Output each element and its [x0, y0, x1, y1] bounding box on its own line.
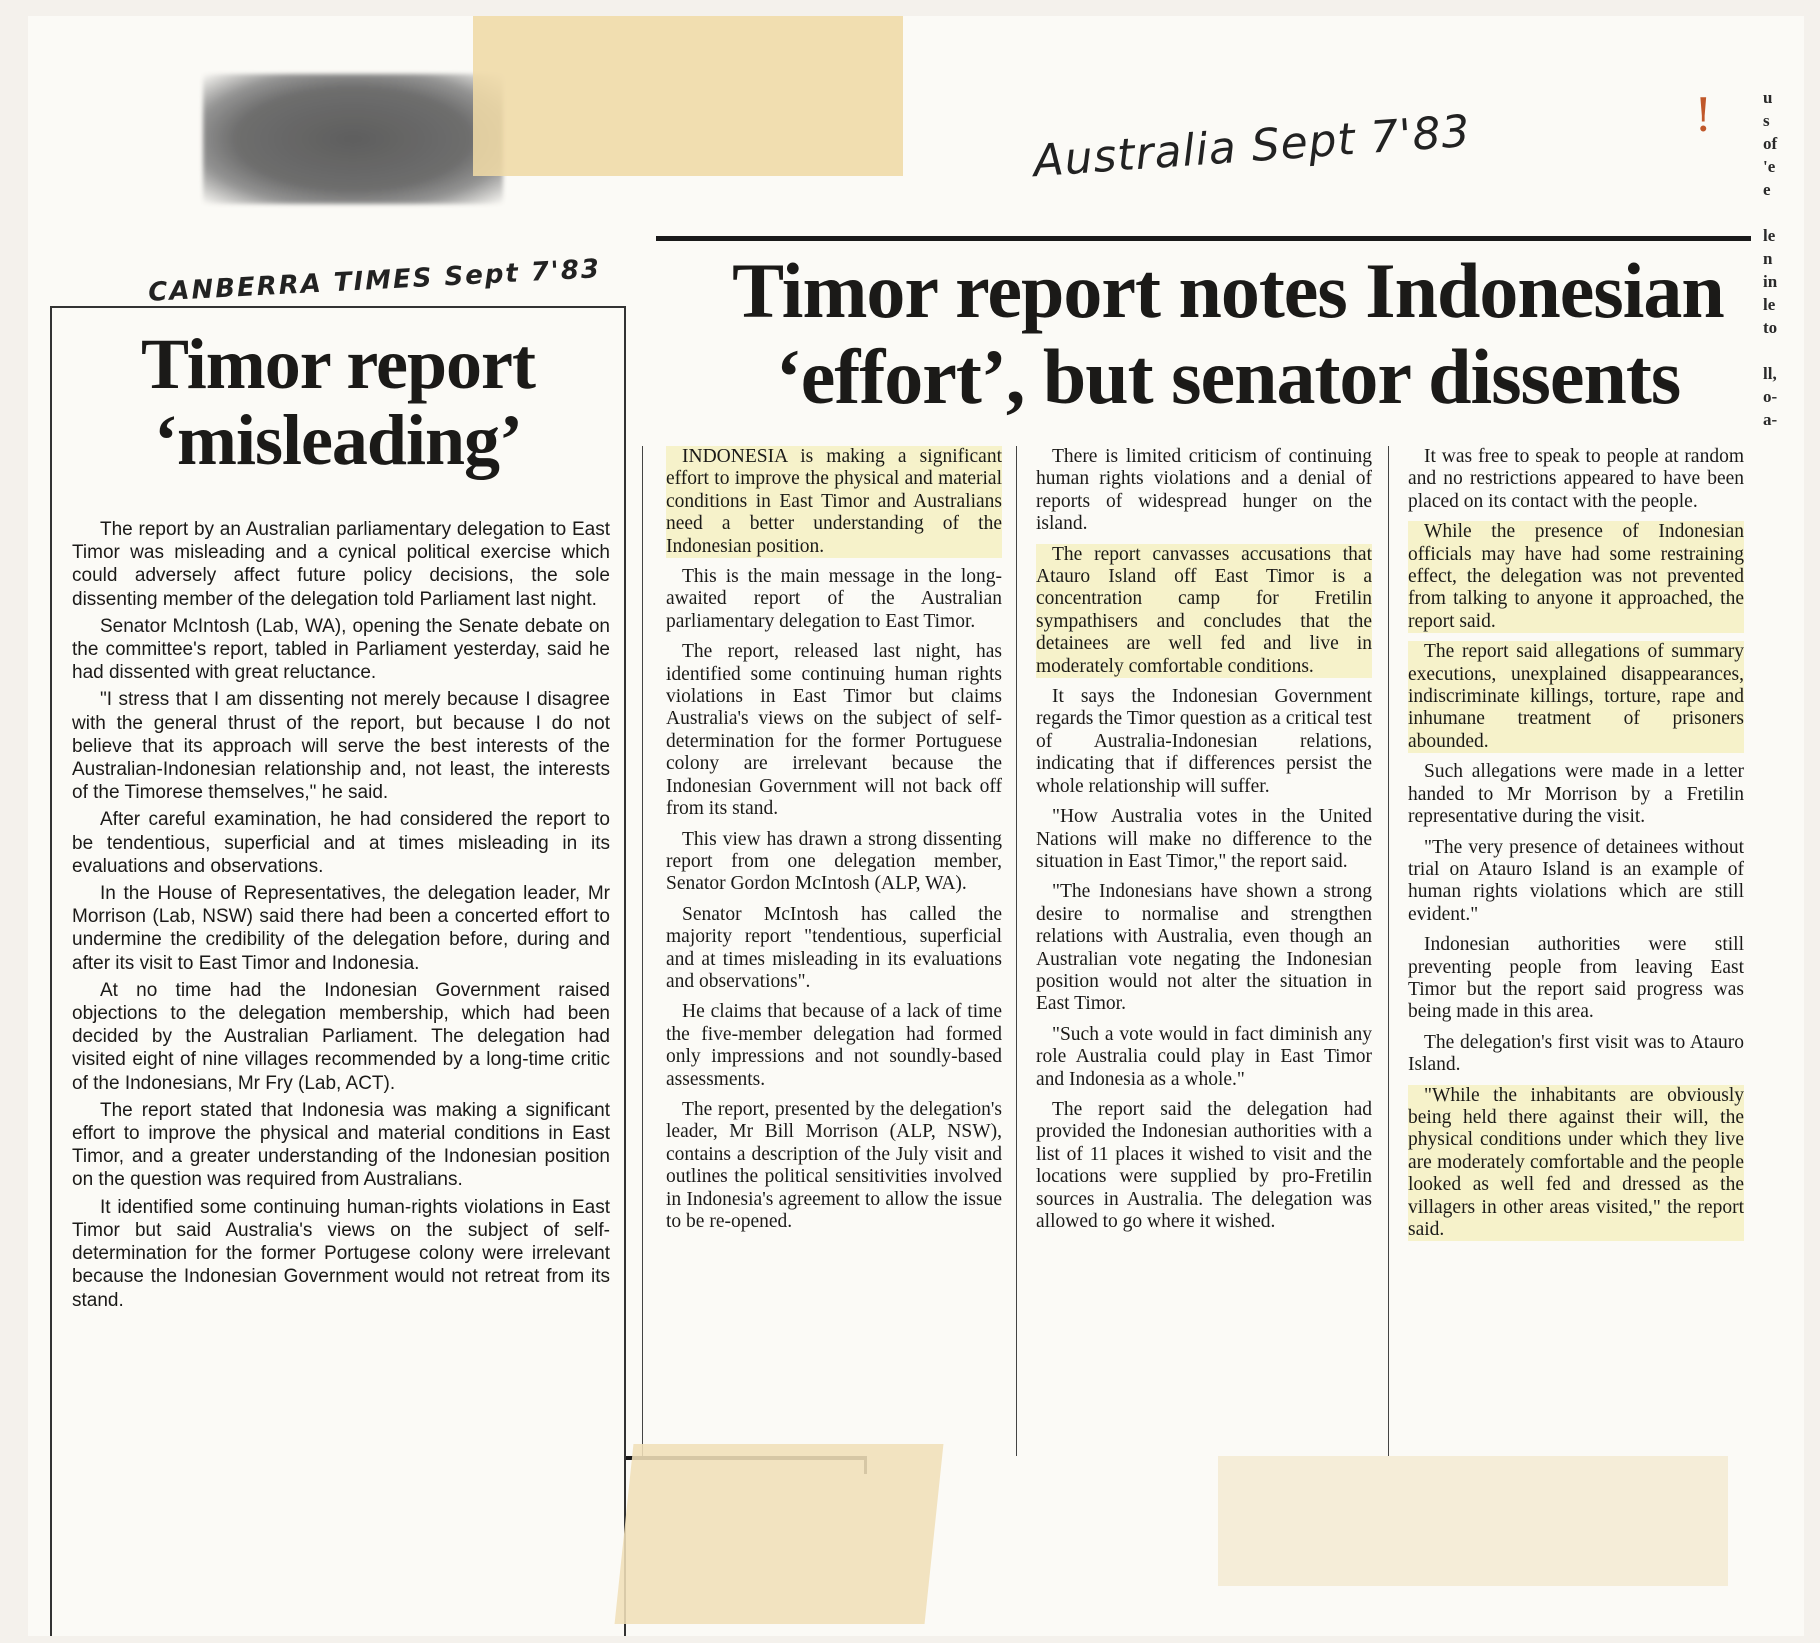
clipping-sheet [28, 16, 1804, 1636]
column-paragraph: "Such a vote would in fact diminish any role Australia could play in East Timor and Indonesia as a whole." [1036, 1023, 1372, 1090]
tape-strip-bottom [615, 1444, 944, 1624]
column-rule [1388, 446, 1389, 1456]
left-article-body [72, 518, 610, 1316]
column-paragraph: The report, presented by the delegation's leader, Mr Bill Morrison (ALP, NSW), contains a description of the July visit and outlines the political sensitivities involved in Indonesia's agreement to allow the issue to be re-opened. [666, 1098, 1002, 1232]
handwritten-date-canberra-times: CANBERRA TIMES Sept 7'83 [147, 254, 602, 308]
right-article-column-1 [666, 446, 1002, 1241]
margin-fragment: le [1763, 226, 1776, 245]
left-paragraph: The report stated that Indonesia was making a significant effort to improve the physical and material conditions in East Timor, and a greater understanding of the Indonesian position on the question was required from Australians. [72, 1099, 610, 1191]
column-paragraph: Senator McIntosh has called the majority report "tendentious, superficial and at times misleading in its evaluations and observations". [666, 903, 1002, 992]
left-article [50, 306, 626, 1636]
left-paragraph: The report by an Australian parliamentary delegation to East Timor was misleading and a cynical political exercise which could adversely affect future policy decisions, the sole dissenting member of the delegation told Parliament last night. [72, 519, 610, 610]
margin-fragment: of [1763, 134, 1778, 153]
left-paragraph: After careful examination, he had considered the report to be tendentious, superficial and at times misleading in its evaluations and observations. [72, 809, 610, 877]
column-paragraph: There is limited criticism of continuing human rights violations and a denial of reports of widespread hunger on the island. [1036, 446, 1372, 535]
photo-smudge [203, 74, 503, 204]
column-paragraph: This is the main message in the long-awaited report of the Australian parliamentary delegation to East Timor. [666, 566, 1002, 632]
left-paragraph: At no time had the Indonesian Government raised objections to the delegation membership, which had been decided by the Australian Parliament. The delegation had visited eight of nine villages recommended by a long-time critic of the Indonesians, Mr Fry (Lab, ACT). [72, 979, 610, 1094]
column-paragraph: While the presence of Indonesian officials may have had some restraining effect, the delegation was not prevented from talking to anyone it approached, the report said. [1408, 521, 1744, 632]
margin-fragment: s [1763, 111, 1770, 130]
left-article-headline: Timor report ‘misleading’ [141, 324, 535, 480]
column-paragraph: Indonesian authorities were still preventing people from leaving East Timor but the report said progress was being made in this area. [1408, 934, 1744, 1023]
tape-strip-bottom-right [1218, 1456, 1728, 1586]
margin-fragment: e [1763, 180, 1771, 199]
column-paragraph: The report, released last night, has identified some continuing human rights violations in East Timor but claims Australia's views on the subject of self-determination for the former Portuguese colony are irrelevant because the Indonesian Government will not back off from its stand. [666, 641, 1002, 820]
column-paragraph: The report canvasses accusations that Atauro Island off East Timor is a concentration camp for Fretilin sympathisers and concludes that the detainees are well fed and live in moderately comfortable conditions. [1036, 543, 1372, 677]
column-paragraph: The report said the delegation had provided the Indonesian authorities with a list of 11 places it wished to visit and the locations were supplied by pro-Fretilin sources in Australia. The delegation was allowed to go where it wished. [1036, 1098, 1372, 1232]
left-paragraph: It identified some continuing human-rights violations in East Timor but said Australia's views on the subject of self-determination for the former Portugese colony were irrelevant because the Indonesian Government would not retreat from its stand. [72, 1196, 610, 1311]
column-paragraph: "While the inhabitants are obviously being held there against their will, the physical conditions under which they live are moderately comfortable and the people looked as well fed and dressed as the villagers in other areas visited," the report said. [1408, 1084, 1744, 1240]
left-paragraph: "I stress that I am dissenting not merely because I disagree with the general thrust of the report, but because I do not believe that its approach will serve the best interests of the Australian-Indonesian relationship and, not least, the interests of the Timorese themselves," he said. [72, 689, 610, 804]
margin-fragment: a- [1763, 410, 1778, 429]
column-rule [642, 446, 643, 1456]
column-paragraph: It says the Indonesian Government regards the Timor question as a critical test of Australia-Indonesian relations, indicating that if differences persist the whole relationship will suffer. [1036, 686, 1372, 797]
margin-fragment: to [1763, 318, 1778, 337]
column-paragraph: "How Australia votes in the United Nations will make no difference to the situation in East Timor," the report said. [1036, 806, 1372, 872]
column-paragraph: It was free to speak to people at random and no restrictions appeared to have been placed on its contact with the people. [1408, 446, 1744, 512]
column-paragraph: The report said allegations of summary executions, unexplained disappearances, indiscriminate killings, torture, rape and inhumane treatment of prisoners abounded. [1408, 641, 1744, 752]
handwritten-exclamation: ! [1694, 88, 1713, 142]
column-paragraph: The delegation's first visit was to Atauro Island. [1408, 1031, 1744, 1076]
margin-fragment: n [1763, 249, 1773, 268]
column-paragraph: "The Indonesians have shown a strong desire to normalise and strengthen relations with Australia, even though an Australian vote negating the Indonesian position would not alter the situation in East Timor. [1036, 881, 1372, 1015]
left-paragraph: In the House of Representatives, the delegation leader, Mr Morrison (Lab, NSW) said there had been a concerted effort to undermine the credibility of the delegation before, during and after its visit to East Timor and Indonesia. [72, 883, 610, 974]
column-paragraph: He claims that because of a lack of time the five-member delegation had formed only impressions and not soundly-based assessments. [666, 1001, 1002, 1090]
margin-fragment: in [1763, 272, 1778, 291]
right-article-column-3 [1408, 446, 1744, 1249]
column-paragraph: Such allegations were made in a letter handed to Mr Morrison by a Fretilin representative during the visit. [1408, 761, 1744, 828]
right-article-column-2 [1036, 446, 1372, 1241]
column-rule [1016, 446, 1017, 1456]
right-article-headline: Timor report notes Indonesian ‘effort’, but senator dissents [732, 247, 1724, 420]
tape-strip-top [473, 16, 903, 176]
headline-rule [656, 236, 1751, 241]
margin-fragment: u [1763, 88, 1773, 107]
margin-fragment: 'e [1763, 157, 1776, 176]
margin-fragment: ll, [1763, 364, 1777, 383]
margin-fragment [1763, 201, 1793, 224]
column-paragraph: INDONESIA is making a significant effort to improve the physical and material conditions in East Timor and Australians need a better understanding of the Indonesian position. [666, 446, 1002, 557]
handwritten-date-australian: Australia Sept 7'83 [1031, 105, 1473, 188]
column-paragraph: This view has drawn a strong dissenting report from one delegation member, Senator Gordon McIntosh (ALP, WA). [666, 828, 1002, 895]
column-paragraph: "The very presence of detainees without trial on Atauro Island is an example of human rights violations which are still evident." [1408, 836, 1744, 925]
left-paragraph: Senator McIntosh (Lab, WA), opening the Senate debate on the committee's report, tabled in Parliament yesterday, said he had dissented with great reluctance. [72, 615, 610, 684]
margin-fragment: o- [1763, 387, 1778, 406]
margin-fragment: le [1763, 295, 1776, 314]
